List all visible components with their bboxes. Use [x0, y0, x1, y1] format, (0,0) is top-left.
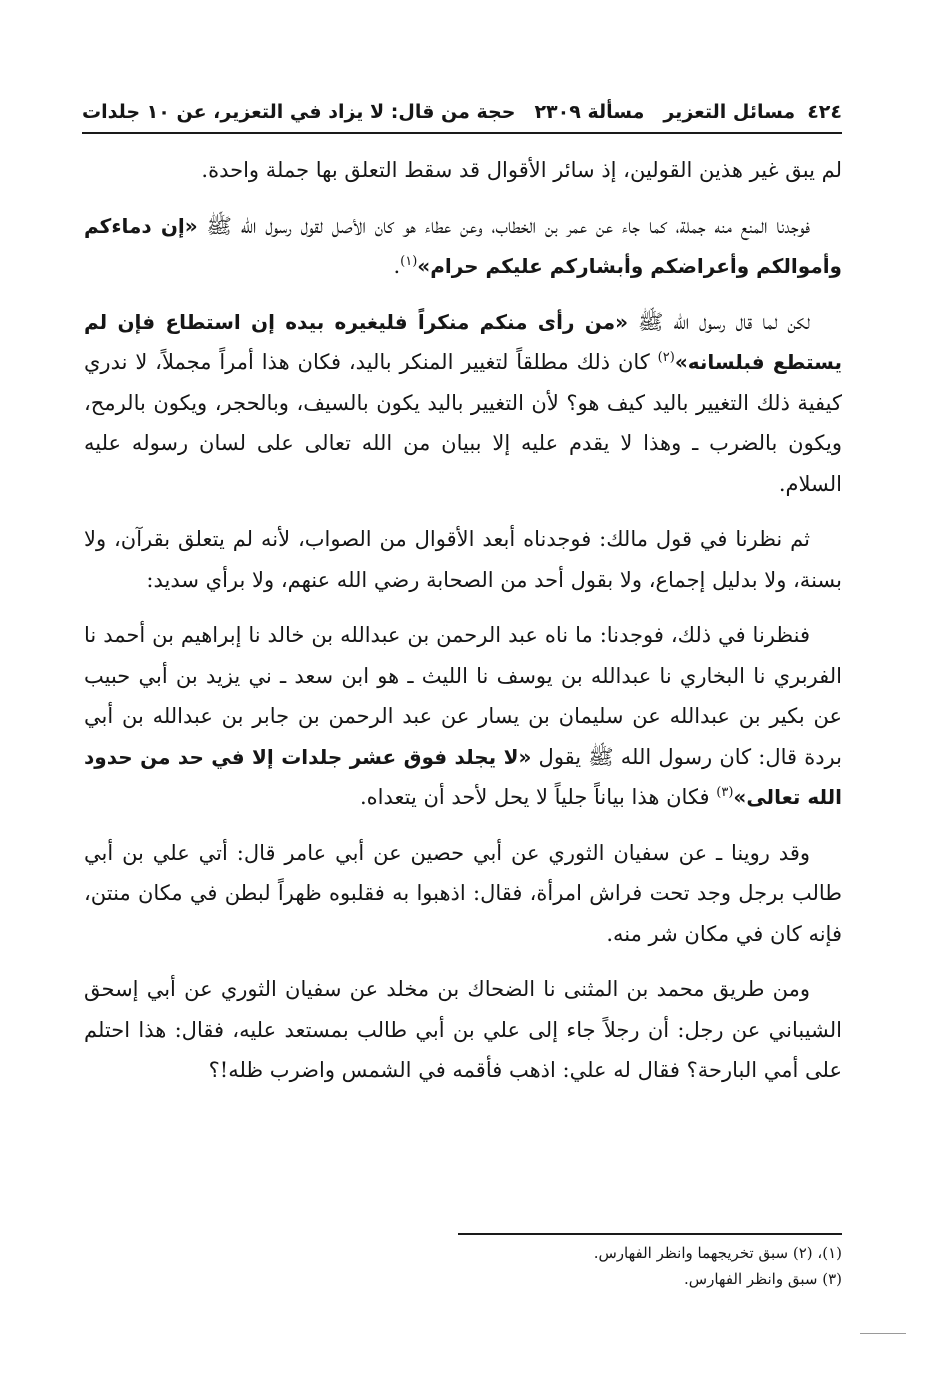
paragraph-text: لم يبق غير هذين القولين، إذ سائر الأقوال قد سقط التعلق بها جملة واحدة. [201, 158, 842, 182]
header-rule [82, 132, 842, 134]
paragraph-text: فوجدنا المنع منه جملة، كما جاء عن عمر بن الخطاب، وعن عطاء هو كان الأصل لقول رسول الله ﷺ [197, 213, 810, 238]
paragraph-text: ومن طريق محمد بن المثنى نا الضحاك بن مخلد عن سفيان الثوري عن أبي إسحق الشيباني عن رجل: أن رجلاً جاء إلى علي بن أبي طالب بمستعد عليه، فقال: هذا احتلم على أمي البارحة؟ فقال له علي: اذهب فأقمه في الشمس واضرب ظله!؟ [84, 977, 842, 1082]
paragraph [84, 969, 842, 1091]
running-header [82, 94, 842, 130]
footnote: (١)، (٢) سبق تخريجهما وانظر الفهارس. [593, 1244, 842, 1262]
footnote-ref: (٢) [657, 350, 675, 365]
page-number: ٤٢٤ [807, 101, 842, 123]
paragraph-text: . [393, 254, 401, 278]
paragraph [84, 519, 842, 600]
paragraph-text: ثم نظرنا في قول مالك: فوجدناه أبعد الأقوال من الصواب، لأنه لم يتعلق بقرآن، ولا بسنة، ولا بدليل إجماع، ولا بقول أحد من الصحابة رضي الله عنهم، ولا برأي سديد: [84, 527, 842, 592]
body-text [84, 150, 842, 1106]
footnote: (٣) سبق وانظر الفهارس. [684, 1270, 842, 1288]
hadith-quote: «من رأى منكم منكراً فليغيره بيده إن استطاع فإن لم يستطع فبلسانه» [84, 309, 842, 374]
scan-mark [860, 1333, 906, 1334]
paragraph-text: فكان هذا بياناً جلياً لا يحل لأحد أن يتعداه. [359, 785, 717, 809]
hadith-quote: «إن دماءكم وأموالكم وأعراضكم وأبشاركم عليكم حرام» [84, 213, 842, 278]
paragraph [84, 615, 842, 818]
paragraph-text: كان ذلك مطلقاً لتغيير المنكر باليد، فكان هذا أمراً مجملاً، لا ندري كيفية ذلك التغيير باليد كيف هو؟ لأن التغيير باليد يكون بالسيف، وبالحجر، ويكون بالرمح، ويكون بالضرب ـ وهذا لا يقدم عليه إلا ببيان من الله تعالى على لسان رسوله عليه السلام. [84, 350, 842, 496]
paragraph-text: فنظرنا في ذلك، فوجدنا: ما ناه عبد الرحمن بن عبدالله بن خالد نا إبراهيم بن أحمد نا الفربري نا البخاري نا عبدالله بن يوسف نا الليث ـ هو ابن سعد ـ ني يزيد بن أبي حبيب عن بكير بن عبدالله عن سليمان بن يسار عن عبد الرحمن بن جابر بن عبدالله بن أبي بردة قال: كان رسول الله ﷺ يقول [84, 623, 842, 769]
footnote-separator [458, 1233, 842, 1235]
paragraph-text: لكن لما قال رسول الله ﷺ [628, 309, 811, 334]
issue-number: مسألة ٢٣٠٩ [534, 101, 645, 123]
footnote-ref: (١) [400, 254, 418, 269]
paragraph [84, 833, 842, 955]
paragraph [84, 302, 842, 505]
book-section-title: مسائل التعزير [663, 101, 796, 123]
paragraph-text: وقد روينا ـ عن سفيان الثوري عن أبي حصين عن أبي عامر قال: أتي علي بن أبي طالب برجل وجد تحت فراش امرأة، فقال: اذهبوا به فقلبوه ظهراً لبطن في مكان منتن، فإنه كان في مكان شر منه. [84, 840, 842, 946]
hadith-quote: «لا يجلد فوق عشر جلدات إلا في حد من حدود الله تعالى» [84, 744, 842, 809]
footnotes [460, 1240, 842, 1292]
header-right-group [663, 101, 842, 123]
header-topic: حجة من قال: لا يزاد في التعزير، عن ١٠ جلدات [82, 101, 516, 123]
paragraph [84, 150, 842, 191]
paragraph [84, 206, 842, 287]
footnote-ref: (٣) [716, 785, 734, 800]
